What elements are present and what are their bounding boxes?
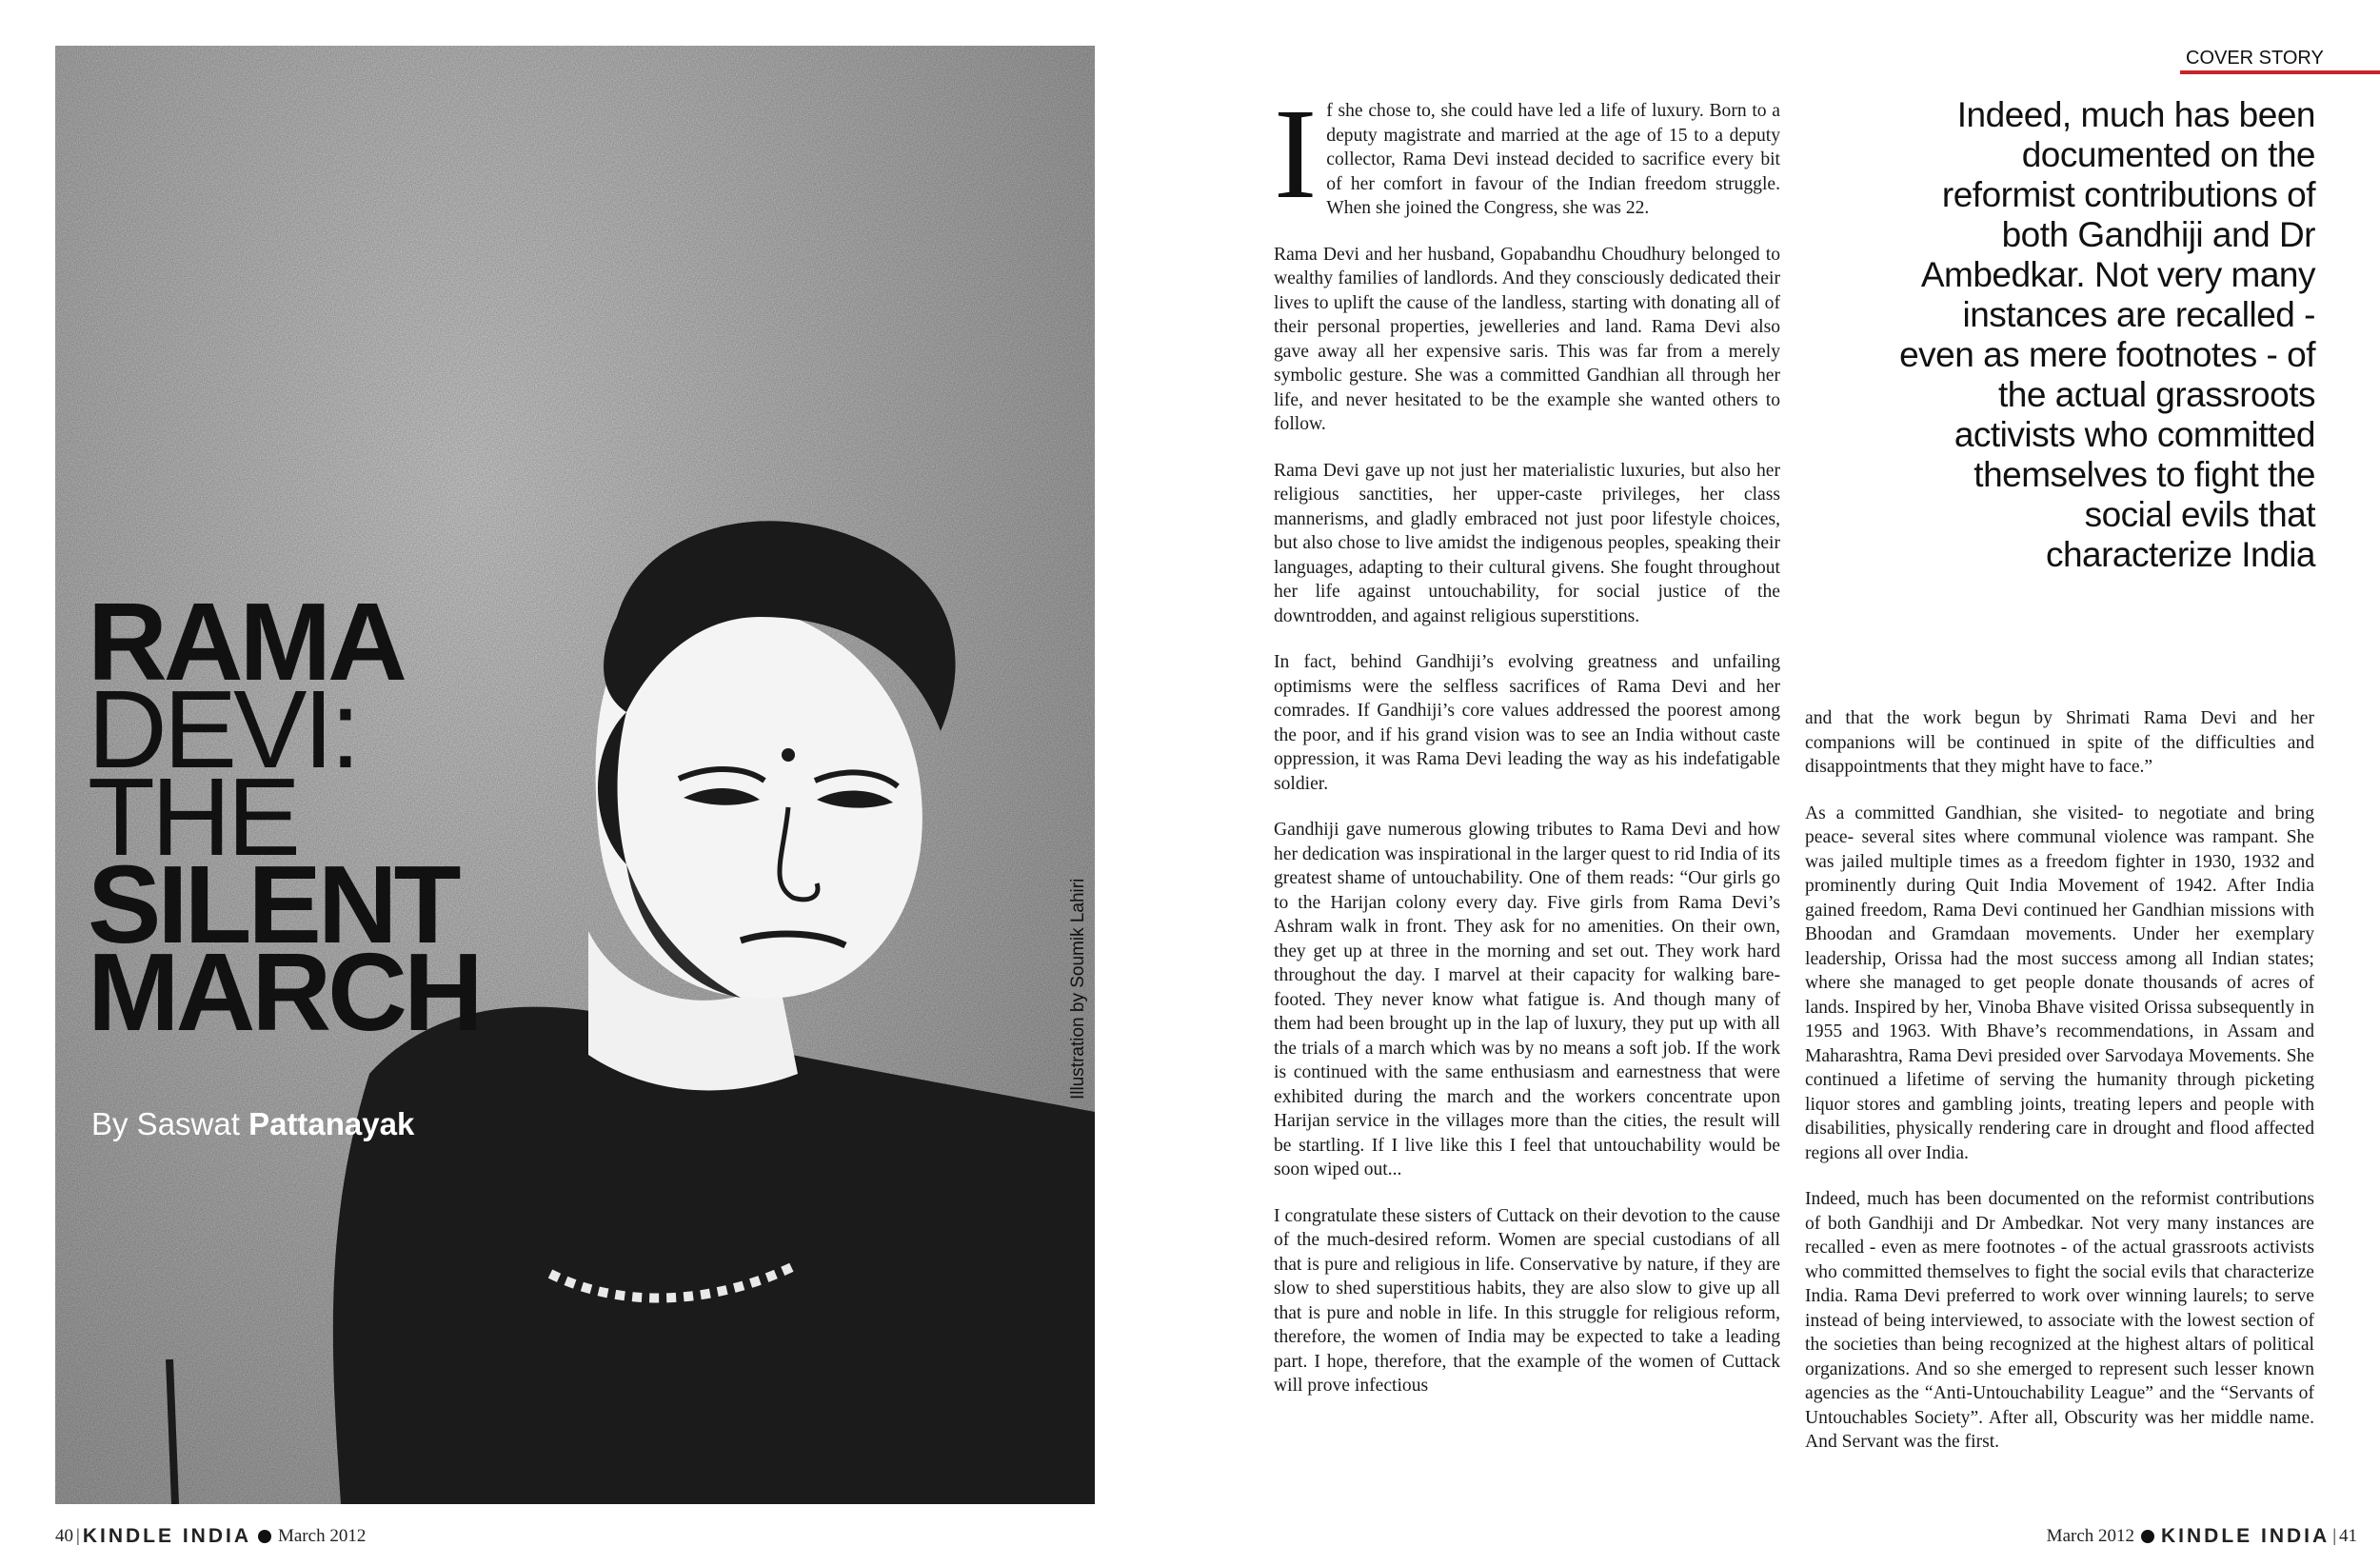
paragraph: Rama Devi gave up not just her materialistic luxuries, but also her religious sanctities, her upper-caste privileges, her class mannerisms, and gladly embraced not just poor lifestyle choices, but also chose to live amidst the indigenous peoples, speaking their languages, adapting to their cultural givens. She fought throughout her life against untouchability, for social justice of the downtrodden, and against religious superstitions. bbox=[1274, 460, 1780, 626]
paragraph: If she chose to, she could have led a life of luxury. Born to a deputy magistrate and married at the age of 15 to a deputy collector, Rama Devi instead decided to sacrifice every bit of her comfort in favour of the Indian freedom struggle. When she joined the Congress, she was 22. bbox=[1274, 83, 1780, 226]
author-byline bbox=[91, 1106, 414, 1142]
drop-cap: I bbox=[1274, 83, 1318, 226]
paragraph: As a committed Gandhian, she visited- to negotiate and bring peace- several sites where communal violence was rampant. She was jailed multiple times as a freedom fighter in 1930, 1932 and prominently during Quit India Movement of 1942. After India gained freedom, Rama Devi continued her Gandhian missions with Bhoodan and Gramdaan movements. Under her exemplary leadership, Orissa had the most success among all Indian states; where she managed to get people donate thousands of acres of lands. Inspired by her, Vinoba Bhave visited Orissa subsequently in 1955 and 1963. With Bhave’s recommendations, in Assam and Maharashtra, Rama Devi presided over Sarvodaya Movements. She continued a lifetime of serving the humanity through picketing liquor stores and gambling joints, treating lepers and people with disabilities, physically rendering care in drought and flood affected regions all over India. bbox=[1805, 803, 2314, 1163]
section-tag: COVER STORY bbox=[2180, 48, 2380, 74]
paragraph: Rama Devi and her husband, Gopabandhu Choudhury belonged to wealthy families of landlords. And they consciously dedicated their lives to uplift the cause of the landless, starting with donating all of their personal properties, jewelleries and land. Rama Devi also gave away all her expensive saris. This was far from a merely symbolic gesture. She was a committed Gandhian all through her life, and never hesitated to be the example she wanted others to follow. bbox=[1274, 244, 1780, 434]
footer-separator: | bbox=[2332, 1526, 2336, 1546]
paragraph: Gandhiji gave numerous glowing tributes to Rama Devi and how her dedication was inspirational in the larger quest to rid India of its greatest shame of untouchability. One of them reads: “Our girls go to the Harijan colony every day. Five girls from Rama Devi’s Ashram walk in front. They ask for no amenities. On their own, they get up at three in the morning and set out. They work hard throughout the day. I marvel at their capacity for walking bare-footed. They never know what fatigue is. And though many of them had been brought up in the lap of luxury, they put up with all the trials of a march which was by no means a soft job. If the work is continued with the same enthusiasm and earnestness that were exhibited during the march and the workers concentrate upon Harijan service in the villages more than the cities, the result will be startling. If I live like this I feel that untouchability would be soon wiped out... bbox=[1274, 820, 1780, 1179]
byline-last-name: Pattanayak bbox=[248, 1106, 415, 1141]
article-headline bbox=[88, 580, 583, 1054]
headline-line-1: RAMA bbox=[88, 580, 404, 704]
issue-date-left: March 2012 bbox=[277, 1526, 367, 1546]
paragraph: Indeed, much has been documented on the reformist contributions of both Gandhiji and Dr Ambedkar. Not very many instances are recalled - even as mere footnotes - of the actual grassroots activists who committed themselves to fight the social evils that characterize India. Rama Devi preferred to work over winning laurels; to serve instead of being interviewed, to associate with the lowest section of the societies than being recognized at the highest altars of political organizations. And so she emerged to represent such lesser known agencies as the “Anti-Untouchability League” and the “Servants of Untouchables Society”. After all, Obscurity was her middle name. And Servant was the first. bbox=[1805, 1189, 2314, 1452]
page-number-left: 40 bbox=[55, 1526, 73, 1546]
illustration-credit: Illustration by Soumik Lahiri bbox=[1068, 878, 1088, 1100]
article-column-1 bbox=[1274, 83, 1780, 1420]
issue-date-right: March 2012 bbox=[2046, 1526, 2135, 1546]
article-column-2 bbox=[1805, 706, 2314, 1477]
page-number-right: 41 bbox=[2339, 1526, 2357, 1546]
right-page-footer bbox=[2047, 1525, 2357, 1548]
left-page-footer bbox=[55, 1525, 366, 1548]
bullet-dot-icon bbox=[258, 1530, 271, 1543]
magazine-brand-right: KINDLE INDIA bbox=[2161, 1525, 2330, 1547]
headline-line-3: THE bbox=[88, 755, 297, 879]
footer-separator: | bbox=[76, 1526, 80, 1546]
headline-line-5: MARCH bbox=[88, 930, 480, 1054]
pull-quote: Indeed, much has been documented on the reformist contributions of both Gandhiji and Dr Ambedkar. Not very many instances are recalled - even as mere footnotes - of the actual grassroots activists who committed themselves to fight the social evils that characterize India bbox=[1899, 95, 2315, 574]
paragraph: In fact, behind Gandhiji’s evolving greatness and unfailing optimisms were the selfless sacrifices of Rama Devi and her comrades. If Gandhiji’s core values addressed the poorest among the poor, and if his grand vision was to see an India without caste oppression, it was Rama Devi leading the way as his indefatigable soldier. bbox=[1274, 652, 1780, 794]
headline-line-4: SILENT bbox=[88, 842, 458, 966]
headline-line-2: DEVI: bbox=[88, 667, 357, 791]
paragraph: and that the work begun by Shrimati Rama Devi and her companions will be continued in spite of the difficulties and disappointments that they might have to face.” bbox=[1805, 708, 2314, 777]
byline-prefix: By Saswat bbox=[91, 1106, 249, 1141]
paragraph: I congratulate these sisters of Cuttack on their devotion to the cause of the much-desired reform. Women are special custodians of all that is pure and religious in life. Conservative by nature, if they are slow to shed superstitious habits, they are also slow to give up all that is pure and noble in life. In this struggle for religious reform, therefore, the women of India may be expected to take a leading part. I hope, therefore, that the example of the women of Cuttack will prove infectious bbox=[1274, 1205, 1780, 1396]
bullet-dot-icon bbox=[2141, 1530, 2154, 1543]
magazine-brand-left: KINDLE INDIA bbox=[82, 1525, 251, 1547]
